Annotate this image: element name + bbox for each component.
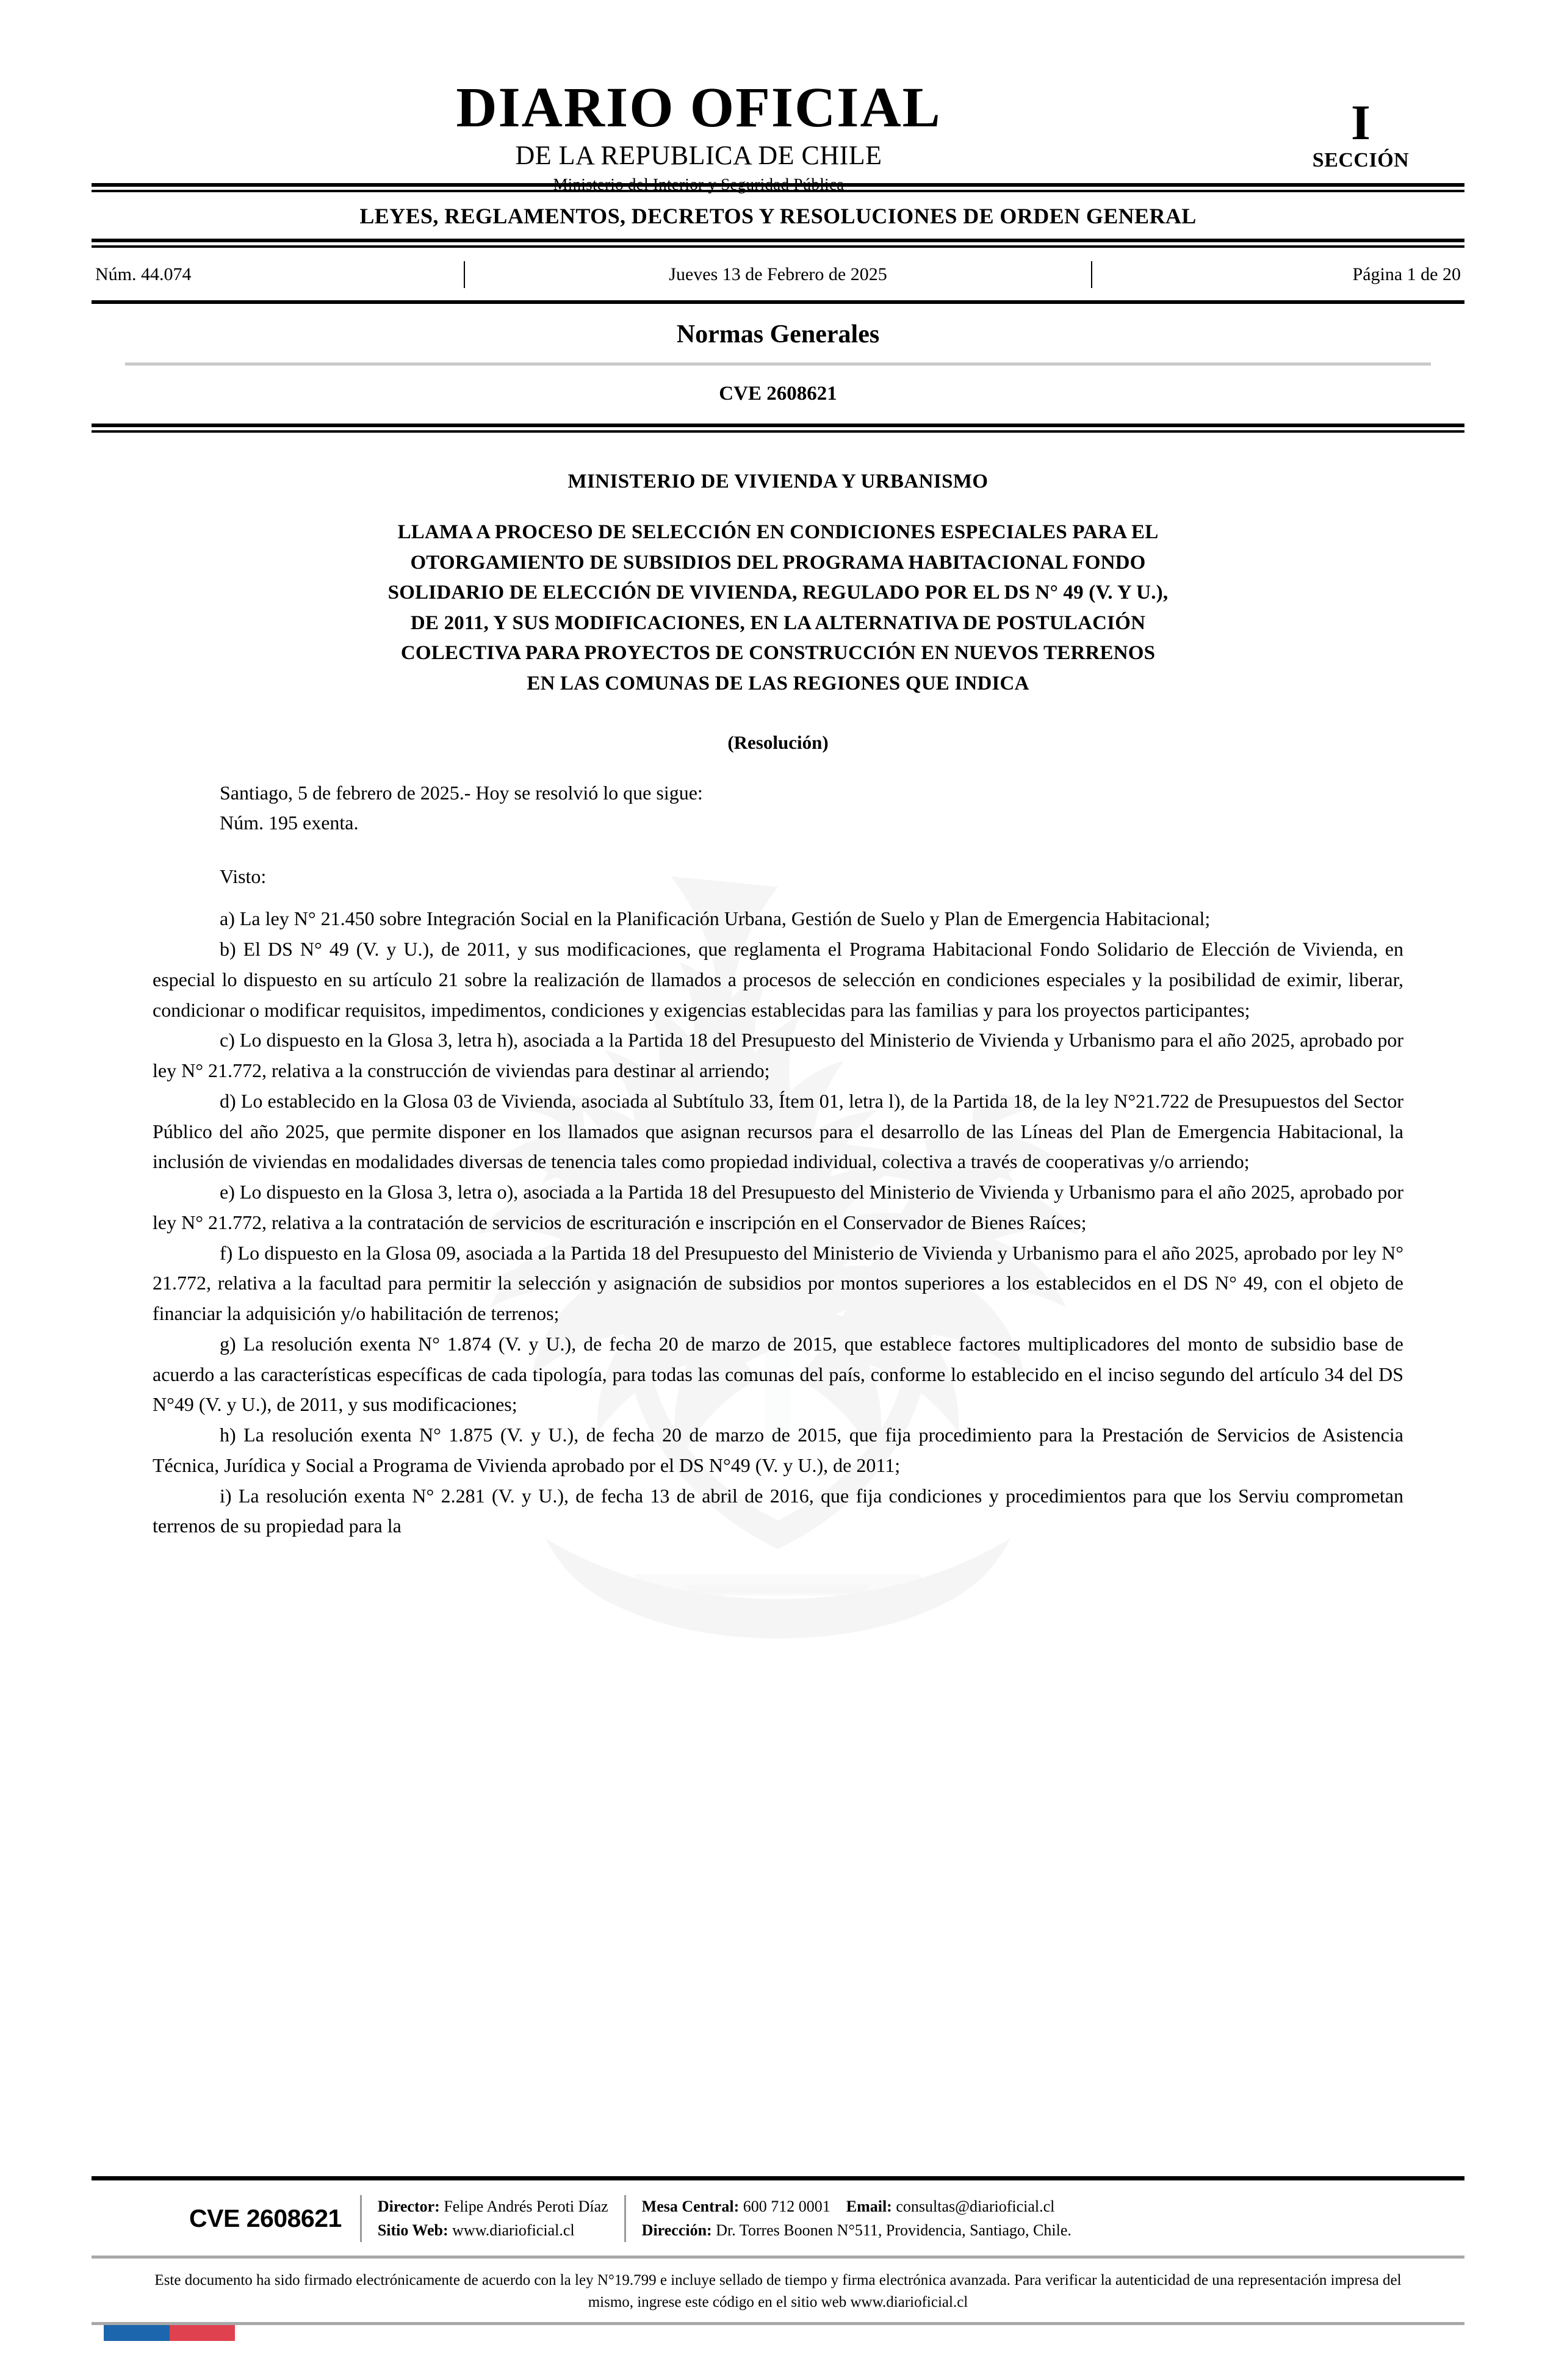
section-label: SECCIÓN — [1312, 149, 1410, 171]
footer-cve: CVE 2608621 — [189, 2204, 342, 2233]
document-title — [153, 517, 1403, 699]
footer-address-label: Dirección: — [641, 2221, 712, 2239]
footer-site-label: Sitio Web: — [377, 2221, 448, 2239]
document-kind: (Resolución) — [727, 732, 829, 753]
visto-heading: Visto: — [220, 865, 267, 888]
masthead-ministry: Ministerio del Interior y Seguridad Pública — [553, 175, 845, 193]
footer-email-label: Email: — [846, 2198, 892, 2216]
document-num-exenta: Núm. 195 exenta. — [220, 811, 359, 834]
document-body — [92, 433, 1464, 1542]
footer-director-label: Director: — [377, 2198, 440, 2216]
footer-address-line — [642, 2219, 1072, 2242]
issue-date: Jueves 13 de Febrero de 2025 — [669, 264, 887, 284]
footer-contact-column — [626, 2195, 1087, 2242]
issue-info-row — [92, 248, 1464, 300]
issue-number: Núm. 44.074 — [95, 264, 192, 284]
paragraph-d: d) Lo establecido en la Glosa 03 de Vivienda, asociada al Subtítulo 33, Ítem 01, letra l), de la Partida 18, de la ley N°21.722 de Presupuestos del Sector Público del año 2025, que permite disponer en los llamados que asignan recursos para el desarrollo de las Líneas del Plan de Emergencia Habitacional, la inclusión de viviendas en modalidades diversas de tenencia tales como propiedad individual, colectiva a través de cooperativas y/o arriendo; — [153, 1089, 1403, 1173]
footer-site-value[interactable]: www.diarioficial.cl — [452, 2221, 575, 2239]
normas-generales-heading: Normas Generales — [676, 320, 880, 348]
chile-flag-bar — [104, 2325, 235, 2341]
footer-top-rule — [92, 2176, 1464, 2180]
paragraph-c: c) Lo dispuesto en la Glosa 3, letra h), asociada a la Partida 18 del Presupuesto del Ministerio de Vivienda y Urbanismo para el año 2025, aprobado por ley N° 21.772, relativa a la construcción de viviendas para destinar al arriendo; — [153, 1029, 1403, 1081]
section-indicator — [1281, 95, 1440, 171]
footer-email-value[interactable]: consultas@diarioficial.cl — [896, 2198, 1055, 2216]
masthead-subtitle: DE LA REPUBLICA DE CHILE — [515, 140, 882, 170]
section-roman-numeral: I — [1351, 95, 1371, 150]
document-title-line-3: SOLIDARIO DE ELECCIÓN DE VIVIENDA, REGULADO POR EL DS N° 49 (V. Y U.), — [387, 582, 1169, 604]
paragraph-a: a) La ley N° 21.450 sobre Integración Social en la Planificación Urbana, Gestión de Suelo y Plan de Emergencia Habitacional; — [220, 907, 1211, 930]
rule-above-document — [92, 424, 1464, 433]
footer-mesa-line — [642, 2195, 1072, 2218]
document-title-line-4: DE 2011, Y SUS MODIFICACIONES, EN LA ALTERNATIVA DE POSTULACIÓN — [410, 611, 1146, 634]
document-place-date: Santiago, 5 de febrero de 2025.- Hoy se resolvió lo que sigue: — [220, 782, 703, 804]
paragraph-g: g) La resolución exenta N° 1.874 (V. y U.), de fecha 20 de marzo de 2015, que establece factores multiplicadores del monto de subsidio base de acuerdo a las características específicas de cada tipología, para todas las comunas del país, conforme lo establecido en el inciso segundo del artículo 34 del DS N°49 (V. y U.), de 2011, y sus modificaciones; — [153, 1332, 1403, 1416]
paragraph-b: b) El DS N° 49 (V. y U.), de 2011, y sus modificaciones, que reglamenta el Programa Habitacional Fondo Solidario de Elección de Vivienda, en especial lo dispuesto en su artículo 21 sobre la realización de llamados a procesos de selección en condiciones especiales y la posibilidad de eximir, liberar, condicionar o modificar requisitos, impedimentos, condiciones y exigencias establecidas para las familias y para los proyectos participantes; — [153, 938, 1403, 1021]
footer-address-value: Dr. Torres Boonen N°511, Providencia, Santiago, Chile. — [716, 2221, 1072, 2239]
footer-site-line — [378, 2219, 608, 2242]
footer-mesa-label: Mesa Central: — [641, 2198, 740, 2216]
flag-blue-segment — [104, 2325, 170, 2341]
paragraph-i: i) La resolución exenta N° 2.281 (V. y U.), de fecha 13 de abril de 2016, que fija condiciones y procedimientos para que los Serviu comprometan terrenos de su propiedad para la — [153, 1484, 1403, 1537]
rule-below-band — [92, 239, 1464, 248]
document-title-line-2: OTORGAMIENTO DE SUBSIDIOS DEL PROGRAMA HABITACIONAL FONDO — [410, 551, 1146, 574]
footer-director-line — [378, 2195, 608, 2218]
footer-contact-block — [92, 2180, 1464, 2256]
page-indicator: Página 1 de 20 — [1352, 264, 1461, 284]
document-title-line-1: LLAMA A PROCESO DE SELECCIÓN EN CONDICIONES ESPECIALES PARA EL — [397, 521, 1159, 543]
document-title-line-6: EN LAS COMUNAS DE LAS REGIONES QUE INDICA — [527, 672, 1029, 694]
paragraph-h: h) La resolución exenta N° 1.875 (V. y U.), de fecha 20 de marzo de 2015, que fija procedimiento para la Prestación de Servicios de Asistencia Técnica, Jurídica y Social a Programa de Vivienda aprobado por el DS N°49 (V. y U.), de 2011; — [153, 1424, 1403, 1476]
document-ministry: MINISTERIO DE VIVIENDA Y URBANISMO — [567, 471, 989, 492]
flag-red-segment — [170, 2325, 236, 2341]
document-title-line-5: COLECTIVA PARA PROYECTOS DE CONSTRUCCIÓN EN NUEVOS TERRENOS — [400, 642, 1156, 664]
paragraph-e: e) Lo dispuesto en la Glosa 3, letra o), asociada a la Partida 18 del Presupuesto del Ministerio de Vivienda y Urbanismo para el año 2025, aprobado por ley N° 21.772, relativa a la contratación de servicios de escrituración e inscripción en el Conservador de Bienes Raíces; — [153, 1181, 1403, 1233]
cve-heading: CVE 2608621 — [719, 383, 837, 405]
footer-legal-notice: Este documento ha sido firmado electrónicamente de acuerdo con la ley N°19.799 e incluye sellado de tiempo y firma electrónica avanzada. Para verificar la autenticidad de una representación impresa del mismo, ingrese este código en el sitio web www.diarioficial.cl — [154, 2272, 1402, 2310]
band-title: LEYES, REGLAMENTOS, DECRETOS Y RESOLUCIONES DE ORDEN GENERAL — [359, 204, 1197, 228]
footer-director-column — [362, 2195, 624, 2242]
footer-mesa-value: 600 712 0001 — [743, 2198, 830, 2216]
footer-director-value: Felipe Andrés Peroti Díaz — [444, 2198, 608, 2216]
masthead — [92, 0, 1464, 193]
paragraph-f: f) Lo dispuesto en la Glosa 09, asociada a la Partida 18 del Presupuesto del Ministerio de Vivienda y Urbanismo para el año 2025, aprobado por ley N° 21.772, relativa a la facultad para permitir la selección y asignación de subsidios por montos superiores a los establecidos en el DS N° 49, con el objeto de financiar la adquisición y/o habilitación de terrenos; — [153, 1241, 1403, 1324]
footer-bottom-rule — [92, 2322, 1464, 2325]
page-footer — [0, 2176, 1556, 2380]
masthead-title: DIARIO OFICIAL — [456, 76, 942, 139]
